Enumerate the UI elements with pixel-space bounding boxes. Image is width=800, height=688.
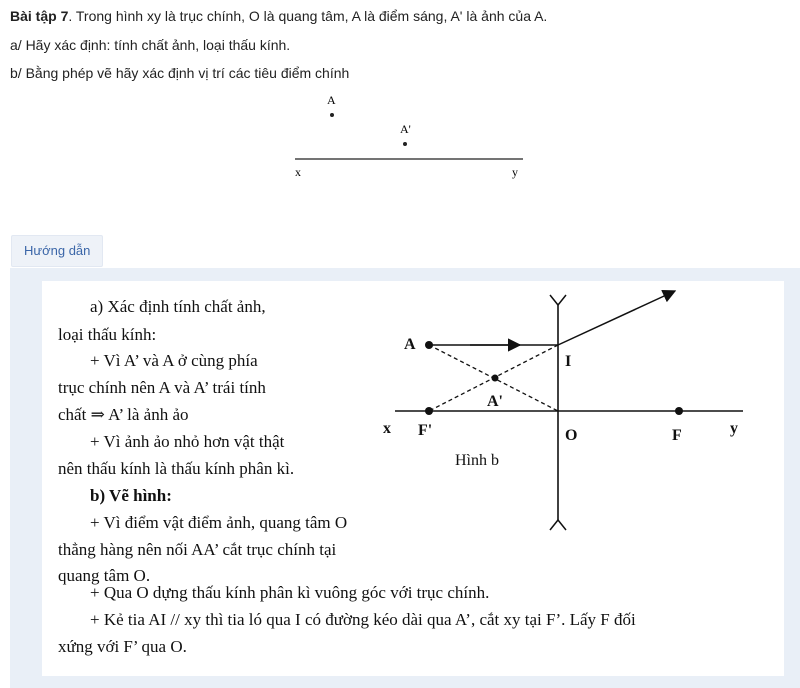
question-label: Bài tập 7 xyxy=(10,8,69,24)
solution-line: a) Xác định tính chất ảnh, xyxy=(90,297,266,316)
solution-line: + Vì A’ và A ở cùng phía xyxy=(90,351,258,370)
solution-line: loại thấu kính: xyxy=(58,325,157,344)
figure-caption: Hình b xyxy=(455,452,499,469)
solution-line: nên thấu kính là thấu kính phân kì. xyxy=(58,459,295,478)
figure-label-y: y xyxy=(512,165,518,179)
point-a xyxy=(425,341,433,349)
question-part-b: b/ Bằng phép vẽ hãy xác định vị trí các tiêu điểm chính xyxy=(10,65,350,81)
solution-line: quang tâm O. xyxy=(58,566,151,585)
label-f: F xyxy=(672,427,682,444)
label-a: A xyxy=(404,336,416,353)
label-y: y xyxy=(730,420,738,437)
label-i: I xyxy=(565,353,572,370)
point-a-image xyxy=(492,375,499,382)
question-title xyxy=(10,8,547,24)
point-a xyxy=(330,113,334,117)
figure-label-x: x xyxy=(295,165,301,179)
solution-line: trục chính nên A và A’ trái tính xyxy=(58,378,266,397)
question-text: . Trong hình xy là trục chính, O là quang tâm, A là điểm sáng, A' là ảnh của A. xyxy=(68,8,548,24)
focal-point-f-prime xyxy=(425,407,433,415)
lens-bottom-tip xyxy=(550,520,566,530)
figure-label-a: A xyxy=(327,93,336,107)
question-figure xyxy=(280,88,540,188)
solution-line: thẳng hàng nên nối AA’ cắt trục chính tại xyxy=(58,540,337,559)
solution-line: + Qua O dựng thấu kính phân kì vuông góc với trục chính. xyxy=(90,583,490,602)
label-a-image: A' xyxy=(487,393,503,410)
label-f-prime: F' xyxy=(418,422,433,439)
focal-point-f xyxy=(675,407,683,415)
solution-heading: b) Vẽ hình: xyxy=(90,486,172,505)
solution-line: xứng với F’ qua O. xyxy=(58,637,187,656)
hint-button[interactable]: Hướng dẫn xyxy=(11,235,103,267)
lens-top-tip xyxy=(550,295,566,305)
solution-line: chất ⇒ A’ là ảnh ảo xyxy=(58,405,189,424)
refracted-ray xyxy=(558,291,675,345)
figure-b xyxy=(375,285,780,535)
label-o: O xyxy=(565,427,578,444)
question-part-a: a/ Hãy xác định: tính chất ảnh, loại thấu kính. xyxy=(10,37,291,53)
solution-line: + Vì ảnh ảo nhỏ hơn vật thật xyxy=(90,432,285,451)
label-x: x xyxy=(383,420,391,437)
point-a-image xyxy=(403,142,407,146)
solution-line: + Kẻ tia AI // xy thì tia ló qua I có đường kéo dài qua A’, cắt xy tại F’. Lấy F đối xyxy=(90,610,636,629)
figure-label-a-image: A' xyxy=(400,122,411,136)
solution-line: + Vì điểm vật điểm ảnh, quang tâm O xyxy=(90,513,348,532)
